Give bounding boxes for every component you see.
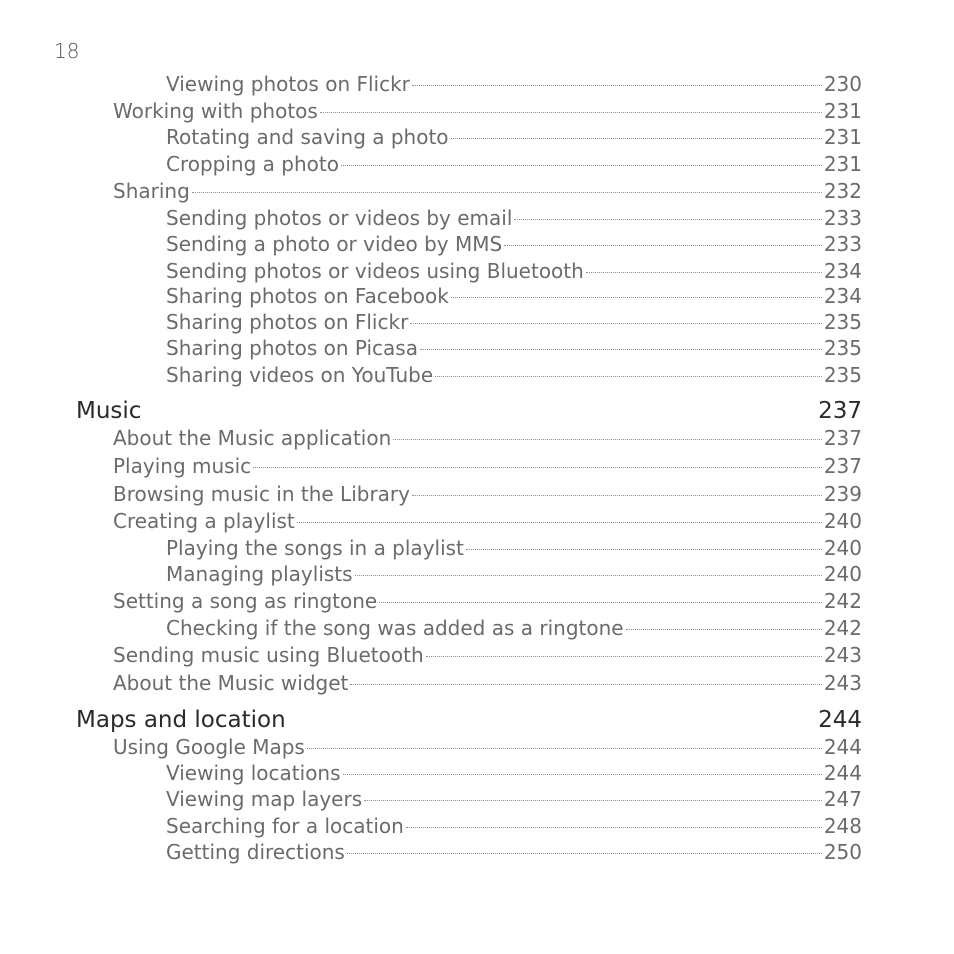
toc-entry	[166, 71, 862, 98]
toc-entry-page: 244	[823, 761, 862, 785]
toc-entry-page: 240	[823, 562, 862, 586]
dot-leader	[410, 323, 822, 324]
toc-entry	[113, 734, 862, 761]
toc-entry-title: Working with photos	[113, 99, 318, 123]
toc-entry-title: Sending photos or videos by email	[166, 206, 513, 230]
toc-entry-page: 233	[823, 206, 862, 230]
page-number: 18	[54, 39, 80, 63]
dot-leader	[412, 495, 822, 496]
toc-entry-page: 243	[823, 671, 862, 695]
toc-entry-title: About the Music application	[113, 426, 392, 450]
toc-entry-title: Managing playlists	[166, 562, 353, 586]
toc-entry	[166, 231, 862, 258]
dot-leader	[347, 853, 822, 854]
toc-entry	[166, 258, 862, 285]
dot-leader	[514, 219, 821, 220]
toc-entry-title: Viewing photos on Flickr	[166, 72, 410, 96]
toc-entry-title: Viewing map layers	[166, 787, 363, 811]
toc-entry-page: 242	[823, 616, 862, 640]
toc-entry-title: Sharing	[113, 179, 190, 203]
toc-entry-title: Playing music	[113, 454, 252, 478]
dot-leader	[297, 522, 822, 523]
dot-leader	[343, 774, 822, 775]
chapter-title: Music	[76, 398, 142, 424]
toc-entry-title: Rotating and saving a photo	[166, 125, 449, 149]
dot-leader	[412, 85, 822, 86]
dot-leader	[350, 684, 821, 685]
toc-entry-title: Sending music using Bluetooth	[113, 643, 424, 667]
toc-entry	[166, 839, 862, 866]
dot-leader	[435, 376, 822, 377]
dot-leader	[586, 272, 822, 273]
dot-leader	[320, 112, 822, 113]
dot-leader	[504, 245, 822, 246]
toc-entry-title: Viewing locations	[166, 761, 341, 785]
toc-entry	[166, 309, 862, 336]
toc-entry	[113, 98, 862, 125]
toc-entry-page: 234	[823, 284, 862, 308]
toc-entry	[166, 151, 862, 178]
toc-entry-page: 230	[823, 72, 862, 96]
toc-entry	[166, 561, 862, 588]
toc-entry	[166, 205, 862, 232]
dot-leader	[307, 748, 822, 749]
toc-entry-page: 235	[823, 310, 862, 334]
toc-entry-page: 235	[823, 363, 862, 387]
toc-entry-page: 234	[823, 259, 862, 283]
toc-entry-title: Sharing photos on Flickr	[166, 310, 409, 334]
dot-leader	[451, 138, 822, 139]
toc-entry-page: 248	[823, 814, 862, 838]
toc-entry-page: 237	[823, 426, 862, 450]
toc-entry	[113, 642, 862, 669]
toc-entry	[166, 786, 862, 813]
dot-leader	[406, 827, 822, 828]
toc-entry	[113, 588, 862, 615]
toc-entry-title: Cropping a photo	[166, 152, 339, 176]
toc-entry-title: About the Music widget	[113, 671, 349, 695]
toc-entry-title: Sharing photos on Facebook	[166, 284, 449, 308]
chapter-heading	[76, 396, 862, 426]
toc-entry-page: 243	[823, 643, 862, 667]
toc-entry-title: Using Google Maps	[113, 735, 305, 759]
dot-leader	[420, 349, 822, 350]
toc-entry	[166, 535, 862, 562]
toc-entry-title: Creating a playlist	[113, 509, 295, 533]
toc-entry-page: 231	[823, 99, 862, 123]
toc-entry	[113, 453, 862, 480]
toc-entry-page: 240	[823, 536, 862, 560]
toc-entry-page: 231	[823, 125, 862, 149]
dot-leader	[253, 467, 822, 468]
toc-entry	[166, 813, 862, 840]
toc-entry-title: Searching for a location	[166, 814, 404, 838]
toc-entry-page: 233	[823, 232, 862, 256]
dot-leader	[393, 439, 822, 440]
toc-entry	[113, 425, 862, 452]
toc-entry-page: 250	[823, 840, 862, 864]
toc-entry	[166, 283, 862, 310]
toc-entry-title: Sharing videos on YouTube	[166, 363, 434, 387]
toc-entry-page: 231	[823, 152, 862, 176]
toc-entry	[166, 615, 862, 642]
toc-entry-title: Sending a photo or video by MMS	[166, 232, 503, 256]
toc-entry-title: Browsing music in the Library	[113, 482, 410, 506]
toc-entry	[113, 670, 862, 697]
toc-entry	[113, 178, 862, 205]
dot-leader	[364, 800, 822, 801]
toc-entry-title: Setting a song as ringtone	[113, 589, 378, 613]
chapter-heading	[76, 705, 862, 735]
dot-leader	[355, 575, 822, 576]
toc-entry	[113, 508, 862, 535]
chapter-page: 237	[818, 398, 862, 424]
dot-leader	[341, 165, 822, 166]
toc-entry-title: Sending photos or videos using Bluetooth	[166, 259, 584, 283]
chapter-title: Maps and location	[76, 707, 286, 733]
toc-entry-page: 242	[823, 589, 862, 613]
toc-entry	[166, 760, 862, 787]
toc-entry-page: 247	[823, 787, 862, 811]
toc-entry-title: Checking if the song was added as a ringtone	[166, 616, 624, 640]
dot-leader	[451, 297, 822, 298]
dot-leader	[379, 602, 822, 603]
toc-entry	[166, 362, 862, 389]
toc-entry-page: 237	[823, 454, 862, 478]
toc-entry-page: 240	[823, 509, 862, 533]
toc-entry	[166, 124, 862, 151]
toc-entry-page: 239	[823, 482, 862, 506]
chapter-page: 244	[818, 707, 862, 733]
toc-entry	[113, 481, 862, 508]
toc-entry-page: 244	[823, 735, 862, 759]
toc-entry-title: Getting directions	[166, 840, 345, 864]
dot-leader	[466, 549, 822, 550]
dot-leader	[426, 656, 822, 657]
toc-entry-title: Sharing photos on Picasa	[166, 336, 418, 360]
dot-leader	[192, 192, 822, 193]
toc-entry-page: 232	[823, 179, 862, 203]
dot-leader	[626, 629, 822, 630]
toc-entry	[166, 335, 862, 362]
toc-entry-page: 235	[823, 336, 862, 360]
toc-entry-title: Playing the songs in a playlist	[166, 536, 464, 560]
